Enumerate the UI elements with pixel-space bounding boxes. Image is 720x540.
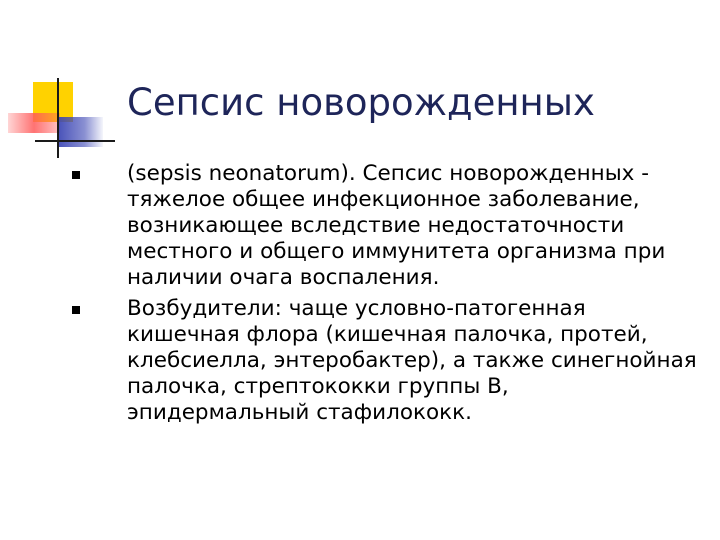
bullet-text: (sepsis neonatorum). Сепсис новорожденных - тяжелое общее инфекционное заболевание, возникающее вследствие недостаточности местного и общего иммунитета организма при наличии очага воспаления.: [127, 161, 666, 290]
bullet-list: [0, 161, 720, 431]
slide-title: Сепсис новорожденных: [127, 81, 595, 124]
slide-corner-decoration-icon: [0, 0, 120, 170]
bullet-item-pathogens: [0, 296, 697, 426]
square-bullet-icon: [72, 306, 80, 314]
bullet-text: Возбудители: чаще условно-патогенная кишечная флора (кишечная палочка, протей, клебсиелла, энтеробактер), а также синегнойная палочка, стрептококки группы В, эпидермальный стафилококк.: [127, 296, 697, 425]
bullet-item-definition: [0, 161, 697, 291]
square-bullet-icon: [72, 171, 80, 179]
